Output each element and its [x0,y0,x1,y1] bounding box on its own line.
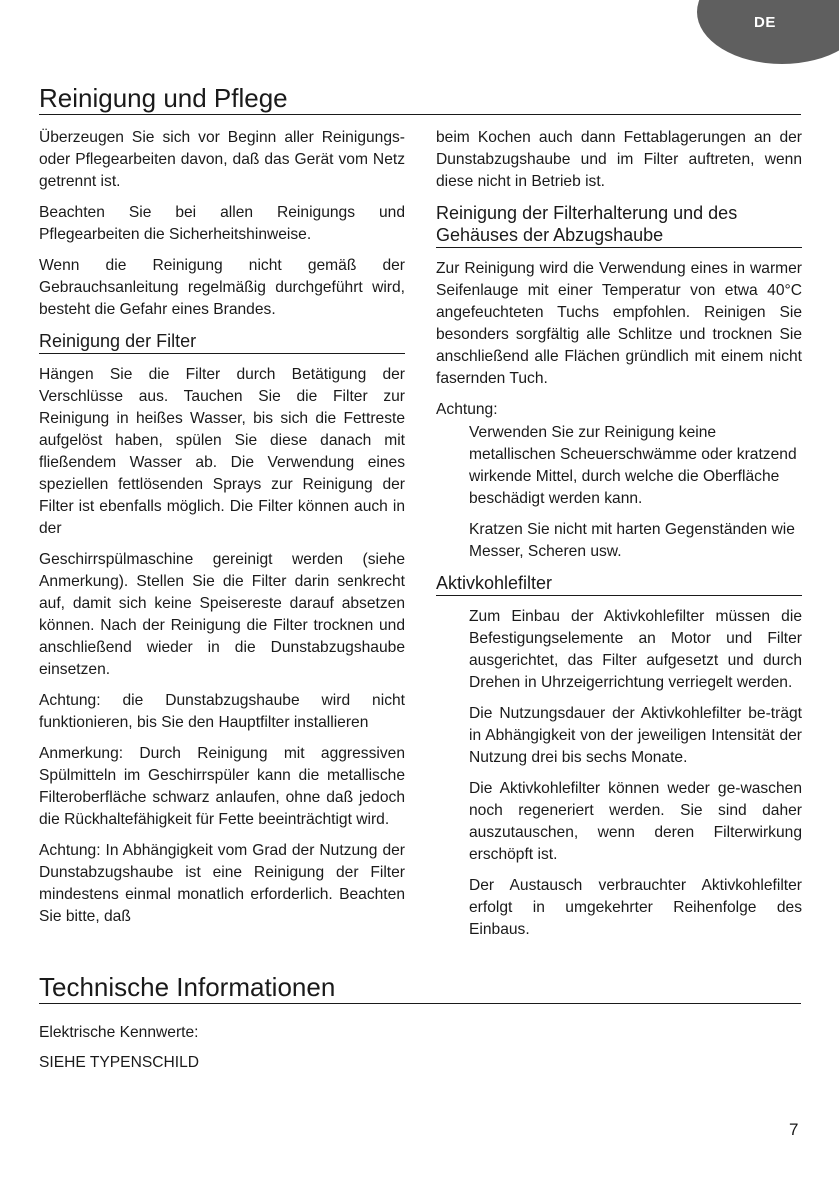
language-tab [697,0,839,64]
note-label: Achtung [39,692,97,709]
filter-note-3-continued: beim Kochen auch dann Fettablagerungen an der Dunstabzugshaube und im Filter auftreten, wenn diese nicht in Betrieb ist. [436,129,802,190]
filter-heading: Reinigung der Filter [39,330,405,354]
section-title-technical: Technische Informationen [39,972,801,1004]
intro-paragraph-3: Wenn die Reinigung nicht gemäß der Gebrauchsanleitung regelmäßig durchgeführt wird, besteht die Gefahr eines Brandes. [39,257,405,318]
carbon-filter-heading: Aktivkohlefilter [436,572,802,596]
carbon-filter-item: Die Aktivkohlefilter können weder ge-waschen noch regeneriert werden. Sie sind daher auszutauschen, wenn deren Filterwirkung erschöpft ist. [469,780,802,863]
housing-paragraph: Zur Reinigung wird die Verwendung eines in warmer Seifenlauge mit einer Temperatur von etwa 40°C angefeuchteten Tuchs empfohlen. Reinigen Sie besonders sorgfältig alle Schlitze und trocknen Sie anschließend alle Flächen gründlich mit einem nicht fasernden Tuch. [436,260,802,387]
carbon-filter-item: Der Austausch verbrauchter Aktivkohlefilter erfolgt in umgekehrter Reihenfolge des Einbaus. [469,877,802,938]
section-title-cleaning: Reinigung und Pflege [39,83,801,115]
housing-warning-item: Kratzen Sie nicht mit harten Gegenständen wie Messer, Scheren usw. [469,521,795,560]
note-label: Anmerkung [39,745,119,762]
filter-note-3 [39,840,405,928]
technical-line-1: Elektrische Kennwerte: [39,1024,199,1041]
note-text: : die Dunstabzugshaube wird nicht funktionieren, bis Sie den Hauptfilter installieren [39,692,405,731]
carbon-filter-item: Die Nutzungsdauer der Aktivkohlefilter be-trägt in Abhängigkeit von der jeweiligen Intensität der Nutzung drei bis sechs Monate. [469,705,802,766]
intro-paragraph-2: Beachten Sie bei allen Reinigungs und Pflegearbeiten die Sicherheitshinweise. [39,204,405,243]
intro-paragraph-1: Überzeugen Sie sich vor Beginn aller Reinigungs- oder Pflegearbeiten davon, daß das Gerät vom Netz getrennt ist. [39,129,405,190]
technical-info [39,1022,199,1082]
note-label: Achtung [39,842,97,859]
filter-note-2 [39,743,405,831]
housing-warning-item: Verwenden Sie zur Reinigung keine metallischen Scheuerschwämme oder kratzend wirkende Mittel, durch welche die Oberfläche beschädigt werden kann. [469,424,797,507]
carbon-filter-item: Zum Einbau der Aktivkohlefilter müssen die Befestigungselemente an Motor und Filter ausgerichtet, das Filter aufgesetzt und durch Drehen in Uhrzeigerrichtung verriegelt werden. [469,608,802,691]
note-text: : In Abhängigkeit vom Grad der Nutzung der Dunstabzugshaube ist eine Reinigung der Filter mindestens einmal monatlich erforderlich. Beachten Sie bitte, daß [39,842,405,925]
filter-paragraph-2: Geschirrspülmaschine gereinigt werden (siehe Anmerkung). Stellen Sie die Filter darin senkrecht auf, damit sich keine Speisereste darauf absetzen können. Nach der Reinigung die Filter trocknen und anschließend wieder in die Dunstabzugshaube einsetzen. [39,551,405,678]
language-badge: DE [754,14,776,31]
page-number: 7 [789,1120,799,1139]
left-column [39,127,405,937]
filter-note-1 [39,690,405,734]
housing-warning-label: Achtung: [436,401,498,418]
technical-line-2: SIEHE TYPENSCHILD [39,1054,200,1071]
right-column [436,127,802,950]
housing-heading: Reinigung der Filterhalterung und des Gehäuses der Abzugshaube [436,202,802,248]
filter-paragraph-1: Hängen Sie die Filter durch Betätigung der Verschlüsse aus. Tauchen Sie die Filter zur Reinigung in heißes Wasser, bis sich die Fettreste aufgelöst haben, spülen Sie diese danach mit fließendem Wasser ab. Die Verwendung eines speziellen fettlösenden Sprays zur Reinigung der Filter ist ebenfalls möglich. Die Filter können auch in der [39,366,405,537]
note-text: : Durch Reinigung mit aggressiven Spülmitteln im Geschirrspüler kann die metallische Filteroberfläche schwarz anlaufen, ohne daß jedoch die Rückhaltefähigkeit für Fette beeinträchtigt wird. [39,745,405,828]
